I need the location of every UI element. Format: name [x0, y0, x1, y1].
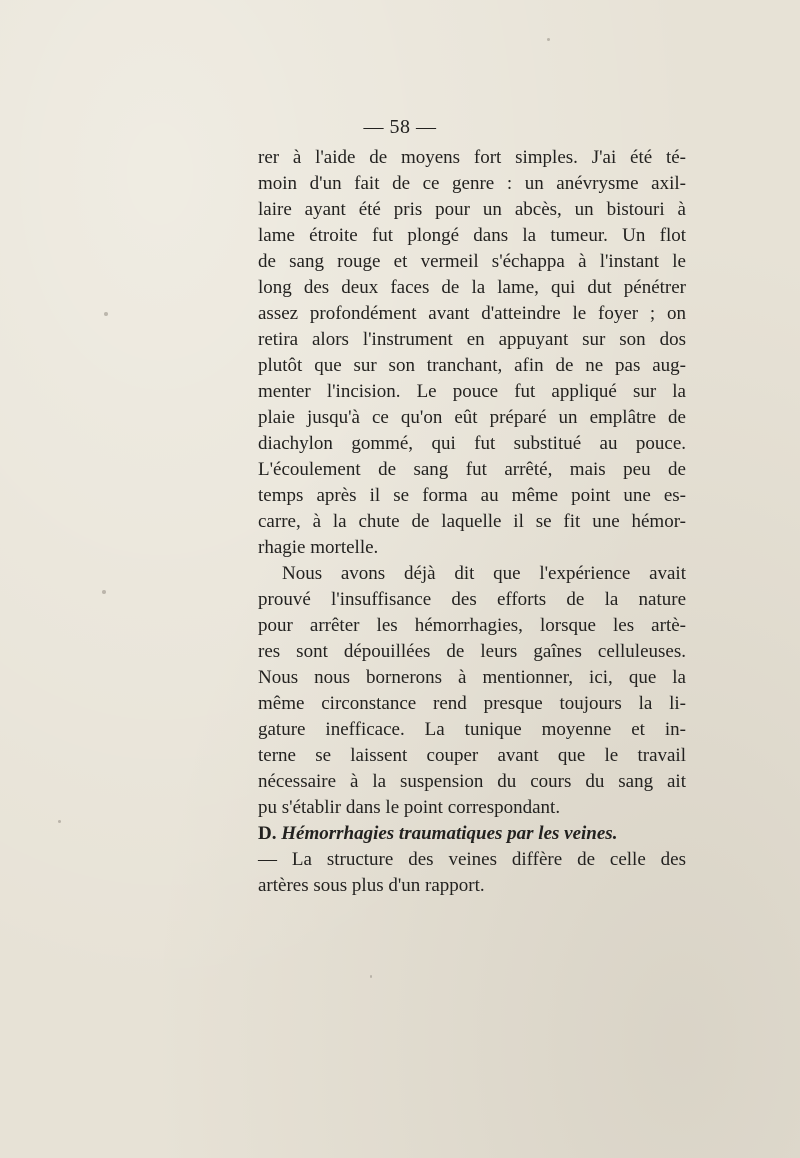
text-line: carre, à la chute de laquelle il se fit une hémor- [258, 511, 686, 532]
text-line: temps après il se forma au même point une es- [258, 485, 686, 506]
text-line: laire ayant été pris pour un abcès, un bistouri à [258, 199, 686, 220]
text-line: Nous nous bornerons à mentionner, ici, que la [258, 667, 686, 688]
text-line: lame étroite fut plongé dans la tumeur. Un flot [258, 225, 686, 246]
text-line: rhagie mortelle. [258, 537, 379, 558]
text-line: pu s'établir dans le point correspondant. [258, 797, 561, 818]
text-line: L'écoulement de sang fut arrêté, mais peu de [258, 459, 686, 480]
text-line: prouvé l'insuffisance des efforts de la nature [258, 589, 686, 610]
text-line: de sang rouge et vermeil s'échappa à l'instant le [258, 251, 686, 272]
text-line: moin d'un fait de ce genre : un anévrysme axil- [258, 173, 686, 194]
text-line: plaie jusqu'à ce qu'on eût préparé un emplâtre de [258, 407, 686, 428]
text-line: Nous avons déjà dit que l'expérience avait [282, 563, 686, 584]
paper-speck [104, 312, 108, 316]
text-line: long des deux faces de la lame, qui dut pénétrer [258, 277, 686, 298]
text-line: retira alors l'instrument en appuyant sur son dos [258, 329, 686, 350]
text-line: pour arrêter les hémorrhagies, lorsque les artè- [258, 615, 686, 636]
text-line: même circonstance rend presque toujours la li- [258, 693, 686, 714]
text-line: menter l'incision. Le pouce fut appliqué sur la [258, 381, 686, 402]
text-line: nécessaire à la suspension du cours du sang ait [258, 771, 686, 792]
text-line: terne se laissent couper avant que le travail [258, 745, 686, 766]
text-line: rer à l'aide de moyens fort simples. J'ai été té- [258, 147, 686, 168]
paper-speck [58, 820, 61, 823]
paper-speck [370, 975, 372, 978]
text-line: gature inefficace. La tunique moyenne et in- [258, 719, 686, 740]
paper-speck [102, 590, 106, 594]
text-line: res sont dépouillées de leurs gaînes celluleuses. [258, 641, 686, 662]
body-text [258, 145, 686, 899]
section-heading [258, 821, 686, 847]
text-line: diachylon gommé, qui fut substitué au pouce. [258, 433, 686, 454]
paper-speck [547, 38, 550, 41]
text-line: plutôt que sur son tranchant, afin de ne pas aug- [258, 355, 686, 376]
text-line: artères sous plus d'un rapport. [258, 875, 485, 896]
text-line: assez profondément avant d'atteindre le foyer ; on [258, 303, 686, 324]
section-title: Hémorrhagies traumatiques par les veines. [281, 823, 618, 844]
page-number: — 58 — [363, 116, 437, 138]
section-label: D. [258, 823, 277, 844]
text-line: — La structure des veines diffère de celle des [258, 849, 686, 870]
